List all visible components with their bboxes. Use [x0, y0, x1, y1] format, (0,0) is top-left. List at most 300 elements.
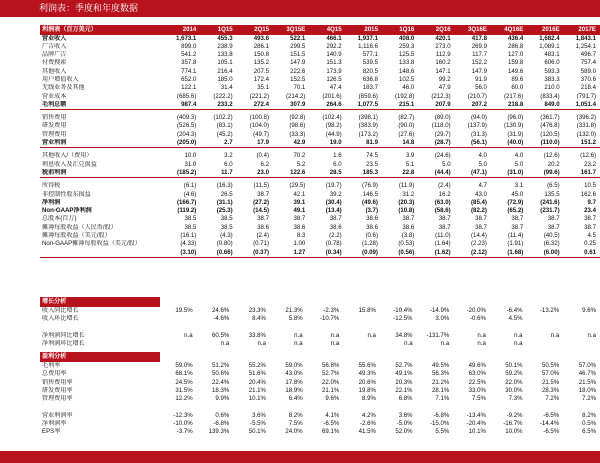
table-cell: -12.3% [173, 411, 193, 419]
table-cell: 41.5% [358, 428, 376, 436]
table-cell: 5.0 [478, 160, 487, 168]
table-cell: (12.6) [580, 152, 596, 160]
table-cell: 125.5 [399, 51, 415, 59]
table-cell: (859.6) [358, 92, 378, 100]
table-cell: 60.0 [511, 84, 524, 92]
table-cell: (85.4) [471, 198, 487, 206]
table-cell: n.a [184, 331, 193, 339]
table-cell: 126.5 [326, 75, 342, 83]
table-cell: 43.0 [475, 190, 487, 198]
row-label: 所得税 [42, 182, 61, 190]
table-cell: 9.6% [582, 307, 596, 314]
table-cell: 16.2 [438, 190, 451, 198]
table-cell: 31.5% [175, 386, 193, 394]
table-cell: 1.00 [293, 240, 306, 248]
table-cell: (12.6) [543, 152, 560, 160]
table-cell: (6.1) [183, 182, 197, 190]
table-cell: 89.6 [511, 75, 524, 83]
table-cell: 140.9 [326, 51, 342, 59]
table-cell: -9.2% [506, 411, 523, 419]
row-label: 净利润环比增长 [42, 340, 85, 348]
table-row [40, 35, 600, 43]
table-cell [343, 315, 380, 323]
table-cell [160, 324, 197, 332]
row-label: 品牌广告 [42, 51, 67, 59]
table-cell: (173.2) [358, 130, 378, 138]
table-cell [160, 340, 197, 348]
table-cell: -2.6% [360, 420, 376, 428]
table-cell: 299.5 [290, 42, 306, 50]
table-cell: 56.8% [322, 362, 340, 369]
row-label: 营业利润率 [42, 411, 73, 419]
table-cell: 38.6 [257, 223, 269, 231]
table-row [40, 93, 600, 101]
table-cell: 133.8 [217, 51, 233, 59]
table-cell: 38.7 [511, 223, 524, 231]
row-label: 研发费用率 [42, 386, 73, 394]
table-cell: (11.0) [435, 232, 451, 240]
table-cell: (185.2) [164, 169, 200, 178]
table-cell: 218.4 [580, 84, 596, 92]
table-row [40, 131, 600, 139]
table-cell: 117.7 [472, 51, 487, 59]
table-row [40, 428, 600, 436]
table-cell: (40.5) [543, 232, 560, 240]
table-cell: (58.6) [434, 207, 451, 215]
row-label: 收入环比增长 [42, 315, 79, 323]
table-row [40, 387, 600, 395]
table-cell: (63.0) [434, 198, 451, 206]
table-row [40, 68, 600, 76]
table-cell: 8.2% [288, 411, 303, 419]
table-cell: (25.3) [216, 207, 233, 215]
table-row [40, 152, 600, 160]
table-cell: (16.3) [216, 182, 233, 190]
table-row [40, 403, 600, 411]
table-cell: 38.5 [184, 223, 197, 231]
table-cell: 21.1% [248, 386, 266, 394]
page-title-bar [0, 0, 600, 17]
table-cell: 28.1% [431, 386, 450, 394]
section-header-cell [527, 297, 564, 307]
table-cell: 370.6 [580, 75, 596, 83]
row-label: 销售费用率 [42, 378, 73, 386]
table-cell: (192.8) [394, 92, 415, 100]
table-cell: (383.9) [358, 122, 378, 130]
row-label: 毛利总额 [40, 101, 164, 110]
table-cell: (11.9) [398, 182, 415, 190]
table-cell: 38.7 [511, 215, 524, 223]
table-cell: 30.0% [505, 386, 523, 394]
row-label: 研发费用 [42, 122, 67, 130]
table-cell: -6.5% [543, 428, 560, 436]
table-cell [563, 340, 600, 348]
table-cell: 38.7 [402, 215, 415, 223]
table-cell: -12.5% [393, 315, 413, 323]
table-cell [563, 324, 600, 332]
table-cell: 70.2 [293, 152, 306, 160]
table-cell: 151.2 [564, 139, 600, 148]
table-cell: 18.9% [285, 386, 303, 394]
table-cell: 18.3% [212, 386, 230, 394]
table-cell: (11.5) [253, 182, 269, 190]
table-row [40, 84, 600, 92]
table-cell: 21.2% [431, 378, 450, 386]
page-title: 利润表：季度和年度数据 [39, 3, 139, 13]
table-cell: (137.9) [467, 122, 487, 130]
table-cell: 539.5 [362, 59, 378, 67]
table-cell: 2Q15 [237, 25, 273, 35]
table-cell: (45.2) [216, 130, 233, 138]
table-cell: (16.1) [180, 232, 197, 240]
table-cell: 22.8 [382, 169, 418, 178]
table-cell: 3Q16E [455, 25, 491, 35]
table-cell: 1,089.1 [539, 42, 560, 50]
table-cell: 49.1 [293, 207, 306, 215]
table-cell: 91.9 [475, 75, 487, 83]
table-cell: 1Q15 [200, 25, 236, 35]
table-cell: -6.8% [213, 420, 230, 428]
section-header-cell [270, 352, 307, 362]
table-cell: 10.1% [248, 395, 266, 403]
table-cell: 849.0 [527, 101, 563, 110]
table-cell: 589.0 [580, 67, 596, 75]
table-cell: 207.5 [253, 67, 269, 75]
table-cell: 436.4 [508, 34, 524, 42]
table-cell: 2Q16 [418, 25, 454, 35]
table-cell: (56.1) [455, 139, 491, 148]
table-cell: 38.7 [475, 215, 487, 223]
table-cell: (2.23) [471, 240, 487, 248]
table-cell: 6.2 [260, 160, 269, 168]
table-cell: (30.4) [325, 198, 342, 206]
table-cell: 26.5 [220, 190, 233, 198]
table-cell [563, 403, 600, 411]
table-cell [380, 324, 417, 332]
table-cell: 135.5 [544, 190, 560, 198]
table-cell: n.a [587, 331, 596, 339]
table-cell: 4.2% [362, 411, 376, 419]
table-cell [160, 403, 197, 411]
table-row [40, 340, 600, 348]
table-row [40, 215, 600, 223]
table-cell: 493.6 [253, 34, 269, 42]
table-cell: 148.6 [399, 67, 415, 75]
table-cell: 1,051.4 [564, 101, 600, 110]
table-cell: (132.0) [576, 130, 596, 138]
table-cell: (241.6) [540, 198, 560, 206]
section-header-cell [453, 352, 490, 362]
table-cell: 4.0 [478, 152, 487, 160]
table-cell: 6.0 [224, 160, 233, 168]
section-header-cell [490, 297, 527, 307]
table-cell: 39.2 [329, 190, 342, 198]
table-cell: 577.1 [362, 51, 378, 59]
table-cell: -0.6% [469, 315, 486, 323]
table-cell: 33.8% [248, 331, 266, 339]
table-cell: (1.91) [507, 240, 524, 248]
table-cell: (3.7) [365, 207, 378, 215]
table-cell: 466.1 [326, 34, 342, 42]
table-cell: 8.4% [252, 315, 266, 323]
table-cell: 38.7 [438, 223, 451, 231]
row-label: 销售费用 [42, 114, 67, 122]
table-cell: 22.0% [322, 378, 340, 386]
table-row [40, 307, 600, 315]
table-cell: -3.7% [176, 428, 193, 436]
table-cell: 46.7% [578, 370, 596, 378]
row-label [40, 249, 164, 258]
table-row [40, 232, 600, 240]
table-cell: -10.0% [173, 420, 193, 428]
table-cell: 57.0% [578, 362, 596, 369]
table-cell: 259.3 [399, 42, 415, 50]
table-cell: 122.6 [273, 169, 309, 178]
table-cell: 22.5% [468, 378, 486, 386]
table-cell: 5.5% [435, 428, 450, 436]
table-cell: 2014 [164, 25, 200, 35]
table-cell: (82.2) [471, 207, 487, 215]
table-cell: 152.5 [290, 75, 306, 83]
table-cell: (14.4) [471, 232, 487, 240]
table-cell: 24.6% [212, 307, 230, 314]
table-cell: 38.6 [329, 223, 342, 231]
section-header-cell [233, 297, 270, 307]
row-label: 用户增值收入 [42, 75, 79, 83]
table-cell: 19.5% [175, 307, 193, 314]
table-cell: (205.0) [164, 139, 200, 148]
row-label: 管理费用率 [42, 395, 73, 403]
table-cell: 162.6 [580, 190, 596, 198]
table-cell: 7.5% [472, 395, 486, 403]
table-cell: 20.3% [395, 378, 413, 386]
table-cell: 59.2% [505, 370, 523, 378]
table-cell: 150.8 [253, 51, 269, 59]
table-cell: 238.9 [217, 42, 233, 50]
table-cell: (526.5) [177, 122, 197, 130]
section-header-row [40, 352, 600, 362]
row-label: 利息收入及汇兑损益 [42, 160, 97, 168]
table-cell: 899.0 [181, 42, 197, 50]
table-cell: n.a [440, 340, 450, 348]
table-cell: 1.6 [333, 152, 342, 160]
table-row [40, 412, 600, 420]
row-label: 税前利润 [40, 169, 164, 178]
table-cell: (2.12) [455, 249, 491, 258]
table-cell: 139.3% [208, 428, 230, 436]
table-cell: 50.1% [505, 362, 523, 369]
table-cell [233, 403, 270, 411]
table-cell: (130.9) [503, 122, 524, 130]
section-header-cell [307, 297, 344, 307]
table-cell: (0.53) [398, 240, 415, 248]
table-cell: 127.0 [508, 51, 524, 59]
table-cell: (119.2) [177, 207, 197, 215]
table-row [40, 224, 600, 232]
table-cell: (89.0) [434, 114, 451, 122]
table-cell: 23.3% [248, 307, 266, 314]
table-cell: 55.6% [358, 362, 376, 369]
table-cell: 222.6 [290, 67, 306, 75]
table-cell: 69.1% [322, 428, 340, 436]
table-cell: 147.9 [471, 67, 487, 75]
table-cell: 33.0% [468, 386, 486, 394]
table-cell: (44.4) [418, 169, 454, 178]
table-cell: 81.9 [346, 139, 382, 148]
table-cell: -4.6% [213, 315, 230, 323]
table-cell: 7.5% [288, 420, 303, 428]
table-cell: 38.7 [584, 215, 596, 223]
table-cell: 105.1 [217, 59, 233, 67]
table-cell: -16.7% [503, 420, 523, 428]
table-cell: 10.5 [584, 182, 596, 190]
table-cell: 31.4 [220, 84, 233, 92]
table-cell: 172.4 [253, 75, 269, 83]
table-cell: n.a [367, 331, 376, 339]
table-cell: (72.9) [507, 198, 524, 206]
table-cell: -6.5% [323, 420, 340, 428]
footer-bar [0, 451, 600, 463]
table-cell: (31.0) [491, 169, 527, 178]
table-cell: 3.9 [405, 152, 415, 160]
section-header-cell [527, 352, 564, 362]
table-cell: 8.2% [582, 411, 596, 419]
table-cell: (102.4) [322, 114, 342, 122]
table-cell: (398.1) [358, 114, 378, 122]
table-cell: 38.7 [584, 223, 596, 231]
table-cell: 55.2% [248, 362, 266, 369]
table-cell: (0.4) [256, 152, 269, 160]
table-cell: (685.6) [177, 92, 197, 100]
section-header-cell [160, 352, 197, 362]
table-cell: 218.8 [491, 101, 527, 110]
table-cell: 483.1 [544, 51, 560, 59]
table-row [40, 51, 600, 59]
table-cell: 5.2 [296, 160, 306, 168]
table-cell: (11.4) [507, 232, 524, 240]
table-cell: 408.0 [399, 34, 415, 42]
table-cell: 652.0 [181, 75, 197, 83]
table-cell: n.a [514, 340, 523, 348]
table-cell [563, 315, 600, 323]
table-row [40, 207, 600, 215]
row-label: 摊薄每股收益（人民币/股） [42, 223, 117, 231]
section-header-cell [380, 297, 417, 307]
table-cell: n.a [294, 331, 303, 339]
table-cell: 38.7 [257, 215, 269, 223]
table-cell [343, 403, 380, 411]
table-cell: (0.80) [216, 240, 233, 248]
table-cell: 23.4 [584, 207, 596, 215]
section-header-cell [380, 352, 417, 362]
table-row [40, 76, 600, 84]
table-cell: 2.7 [200, 139, 236, 148]
table-cell: 4.0 [514, 152, 524, 160]
table-cell: 593.3 [544, 67, 560, 75]
income-statement-table [40, 25, 600, 258]
table-cell: (29.5) [289, 182, 306, 190]
table-row [40, 362, 600, 370]
table-cell: 4Q15 [309, 25, 345, 35]
table-cell: 22.4% [212, 378, 230, 386]
table-cell: 0.61 [564, 249, 600, 258]
table-cell: 3.2 [224, 152, 233, 160]
table-cell: 3Q15E [273, 25, 309, 35]
table-cell: -5.5% [250, 420, 266, 428]
table-row [40, 43, 600, 51]
table-cell: (1.62) [418, 249, 454, 258]
table-cell: (166.7) [177, 198, 197, 206]
table-cell: n.a [294, 340, 303, 348]
table-cell: 757.4 [580, 59, 596, 67]
table-cell: 1,077.5 [346, 101, 382, 110]
table-cell: (0.78) [325, 240, 342, 248]
table-cell: 4.7 [478, 182, 487, 190]
table-cell: 51.6% [248, 370, 266, 378]
table-cell: 8.3 [296, 232, 306, 240]
table-cell: 52.7% [395, 362, 413, 369]
table-cell: 23.2 [584, 160, 596, 168]
table-cell [490, 324, 527, 332]
table-cell: -131.7% [426, 331, 450, 339]
table-cell: 215.1 [382, 101, 418, 110]
table-cell: 102.5 [399, 75, 415, 83]
table-cell: 49.1% [395, 370, 413, 378]
section-header-cell [343, 352, 380, 362]
table-cell: (214.2) [286, 92, 306, 100]
table-cell: 51.2% [212, 362, 230, 369]
table-row [40, 169, 600, 178]
table-cell: 14.8 [382, 139, 418, 148]
table-cell: 17.8% [285, 378, 303, 386]
table-cell: 210.0 [544, 84, 560, 92]
table-row [40, 420, 600, 428]
table-cell: (0.66) [200, 249, 236, 258]
table-cell: 49.6% [468, 362, 486, 369]
table-cell: 50.6% [212, 370, 230, 378]
row-label: 总费用率 [42, 370, 67, 378]
table-cell: 207.2 [455, 101, 491, 110]
row-label: 总股本(百万) [42, 215, 77, 223]
table-cell: n.a [330, 340, 340, 348]
row-label: 摊薄每股收益（美元/股） [42, 232, 111, 240]
section-header-row [40, 297, 600, 307]
table-cell: 774.1 [181, 67, 197, 75]
table-row [40, 332, 600, 340]
table-cell: (94.0) [471, 114, 487, 122]
table-cell: 35.1 [257, 84, 269, 92]
table-cell: 46.0 [402, 84, 415, 92]
section-header-cell [160, 297, 197, 307]
table-cell: 38.5 [220, 223, 233, 231]
row-label: Non-GAAP净利润 [42, 207, 92, 215]
table-cell: 9.9% [215, 395, 230, 403]
table-cell: 160.2 [435, 59, 451, 67]
table-cell: 159.8 [508, 59, 524, 67]
table-cell: 20.4% [248, 378, 266, 386]
table-cell: 216.4 [217, 67, 233, 75]
table-cell: (96.0) [507, 114, 524, 122]
table-cell: 49.5% [431, 362, 450, 369]
table-cell: -20.4% [466, 420, 486, 428]
table-cell: 112.9 [435, 51, 451, 59]
table-cell: 122.1 [181, 84, 197, 92]
table-cell: (204.3) [177, 130, 197, 138]
table-cell: (27.2) [253, 198, 269, 206]
table-cell: 68.1% [175, 370, 193, 378]
row-label: Non-GAAP摊薄每股收益（美元/股） [42, 240, 141, 248]
table-cell: (6.32) [543, 240, 560, 248]
